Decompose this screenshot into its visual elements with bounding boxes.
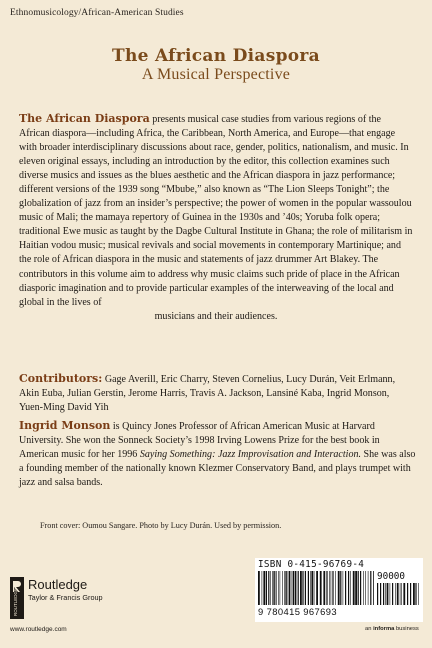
routledge-logo-icon — [10, 577, 24, 619]
barcode-bar — [326, 571, 327, 605]
barcode-bar — [308, 571, 309, 605]
barcode-bar — [418, 583, 419, 605]
barcode-bar — [274, 571, 275, 605]
barcode-bar — [415, 583, 416, 605]
logo-wordmark: ROUTLEDGE — [13, 587, 18, 616]
publisher-group: Taylor & Francis Group — [28, 593, 103, 602]
barcode-bar — [397, 583, 399, 605]
barcode-bar — [310, 571, 311, 605]
barcode-digits: 9 780415 967693 — [258, 606, 337, 617]
barcode-bar — [365, 571, 366, 605]
barcode-bar — [353, 571, 355, 605]
barcode-bar — [300, 571, 302, 605]
barcode-bar — [292, 571, 293, 605]
barcode-addon-icon — [377, 583, 419, 605]
barcode-bar — [258, 571, 260, 605]
barcode-bar — [363, 571, 364, 605]
barcode-bar — [401, 583, 402, 605]
barcode-bar — [410, 583, 411, 605]
barcode-bar — [262, 571, 263, 605]
editor-name: Ingrid Monson — [19, 419, 111, 432]
informa-suffix: business — [394, 626, 419, 632]
barcode-bar — [276, 571, 277, 605]
description-lead: The African Diaspora — [19, 112, 150, 125]
barcode-bar — [377, 583, 378, 605]
publisher-name: Routledge — [28, 577, 88, 592]
barcode-bar — [348, 571, 349, 605]
barcode-bar — [360, 571, 361, 605]
barcode-bar — [403, 583, 405, 605]
barcode-bar — [278, 571, 279, 605]
barcode-bar — [395, 583, 396, 605]
barcode-bar — [373, 571, 374, 605]
barcode-bar — [338, 571, 340, 605]
cover-credit: Front cover: Oumou Sangare. Photo by Lucy Durán. Used by permission. — [40, 521, 282, 530]
barcode-bar — [329, 571, 330, 605]
editor-bio — [19, 419, 419, 490]
editor-bio-part2: She was also a founding member of the nationally known Klezmer Conservatory Band, and plays trumpet with jazz and salsa bands. — [19, 449, 416, 489]
barcode-bar — [368, 571, 369, 605]
book-title: The African Diaspora — [112, 46, 320, 66]
publisher-block — [10, 577, 150, 637]
barcode-bar — [286, 571, 287, 605]
barcode-bar — [289, 571, 291, 605]
barcode-bar — [343, 571, 344, 605]
barcode-bar — [355, 571, 357, 605]
barcode-bar — [340, 571, 341, 605]
informa-brand: informa — [373, 626, 395, 632]
barcode-bar — [302, 571, 303, 605]
barcode-bar — [282, 571, 283, 605]
editor-bio-part1: is Quincy Jones Professor of African American Music at Harvard University. She won the Sonneck Society’s 1998 Irving Lowens Prize for the best book in American music for her 1996 — [19, 421, 380, 461]
barcode-bar — [272, 571, 273, 605]
barcode-bar — [385, 583, 386, 605]
barcode-bar — [392, 583, 393, 605]
barcode-bar — [383, 583, 384, 605]
barcode-bar — [400, 583, 401, 605]
description-tail: musicians and their audiences. — [154, 310, 278, 322]
barcode-bar — [380, 583, 381, 605]
informa-line — [365, 626, 419, 632]
editor-book-title: Saying Something: Jazz Improvisation and Interaction. — [139, 449, 362, 461]
barcode-bar — [331, 571, 332, 605]
barcode-bar — [390, 583, 391, 605]
barcode-bar — [305, 571, 306, 605]
barcode-bar — [413, 583, 415, 605]
barcode-bar — [387, 583, 389, 605]
barcode-bar — [320, 571, 322, 605]
barcode-bar — [311, 571, 313, 605]
barcode-bar — [293, 571, 294, 605]
barcode-bar — [323, 571, 325, 605]
barcode-bar — [298, 571, 299, 605]
barcode-bar — [295, 571, 297, 605]
barcode-bar — [316, 571, 318, 605]
book-subtitle: A Musical Perspective — [141, 66, 291, 83]
price-code: 90000 — [377, 571, 405, 582]
barcode-bar — [345, 571, 346, 605]
contributors-lead: Contributors: — [19, 372, 103, 385]
barcode-bar — [350, 571, 351, 605]
barcode-bar — [370, 571, 371, 605]
barcode-bar — [314, 571, 315, 605]
barcode-bar — [335, 571, 336, 605]
informa-prefix: an — [365, 626, 374, 632]
barcode-bar — [332, 571, 333, 605]
barcode-icon — [258, 571, 374, 605]
barcode-bar — [358, 571, 359, 605]
publisher-url: www.routledge.com — [10, 626, 67, 633]
contributors-names: Gage Averill, Eric Charry, Steven Cornelius, Lucy Durán, Veit Erlmann, Akin Euba, Julian Gerstin, Jerome Harris, Travis A. Jackson, Lansiné Kaba, Ingrid Monson, Yuen-Ming David Yih — [19, 374, 396, 414]
barcode-bar — [270, 571, 271, 605]
barcode-bar — [280, 571, 281, 605]
barcode-bar — [284, 571, 285, 605]
description-body: presents musical case studies from various regions of the African diaspora—including Africa, the Caribbean, North America, and Europe—that engage with broader interdisciplinary discussions about race, gender, politics, nationalism, and music. In eleven original essays, including an introduction by the editor, this collection examines such diverse musics and issues as the blues aesthetic and the African diaspora in jazz performance; different versions of the 1939 song “Mbube,” also known as “The Lion Sleeps Tonight”; the globalization of jazz from an insider’s perspective; the power of women in the popular wassoulou music of Mali; the mamaya repertory of Guinea in the 1930s and ’40s; Yoruba folk opera; traditional Ewe music as taught by the Dagbe Cultural Institute in Ghana; the role of militarism in Haitian vodou music; musical revivals and social movements in contemporary Martinique; and the role of African diaspora in the music and statements of jazz drummer Art Blakey. The contributors in this volume aim to address why music claims such pride of place in the African diasporic imagination and to provide particular examples of the interweaving of the local and global in the lives of — [19, 114, 413, 308]
barcode-bar — [268, 571, 269, 605]
barcode-bar — [266, 571, 267, 605]
barcode-bar — [407, 583, 408, 605]
isbn-label: ISBN 0-415-96769-4 — [258, 559, 365, 570]
description-paragraph — [19, 112, 413, 324]
category-label: Ethnomusicology/African-American Studies — [10, 8, 184, 18]
barcode-bar — [263, 571, 265, 605]
contributors-paragraph — [19, 372, 413, 415]
